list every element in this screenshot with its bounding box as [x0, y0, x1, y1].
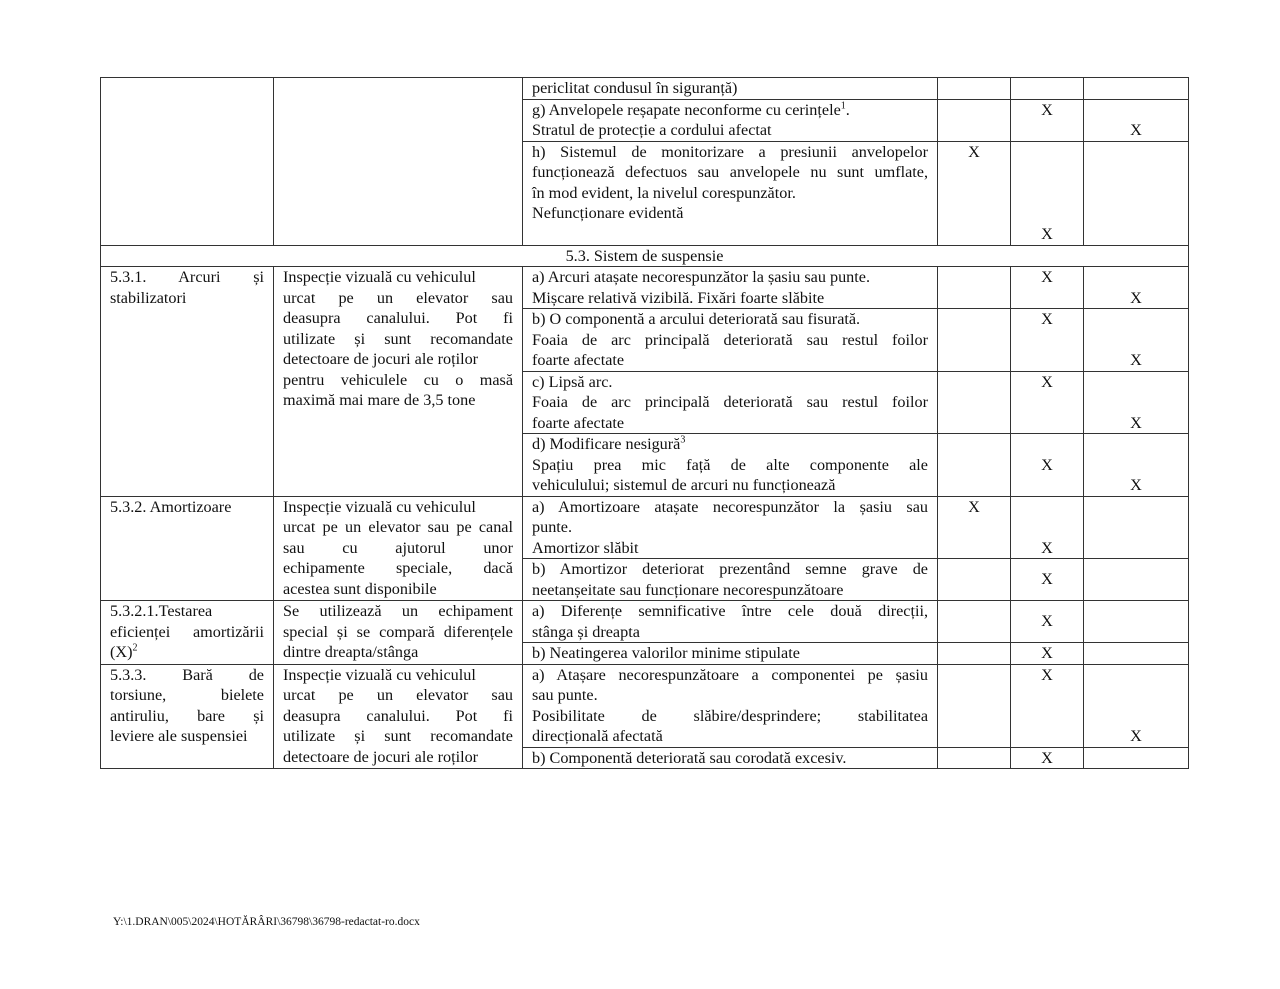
- method-cell: Inspecție vizuală cu vehiculul urcat pe un elevator sau pe canal sau cu ajutorul unor echipamente speciale, dacă acestea sunt disponibile: [274, 496, 523, 601]
- section-heading: 5.3. Sistem de suspensie: [101, 245, 1189, 267]
- major-defect-mark: X: [1011, 267, 1084, 309]
- defect-description: periclitat condusul în siguranță): [523, 78, 938, 100]
- dangerous-defect-mark: X: [1084, 371, 1189, 434]
- table-row: [101, 664, 1189, 747]
- major-defect-mark: X: [1011, 643, 1084, 665]
- table-row: [101, 496, 1189, 559]
- major-defect-mark: X: [1011, 664, 1084, 747]
- defect-description: b) Neatingerea valorilor minime stipulate: [523, 643, 938, 665]
- major-defect-mark: X: [1011, 601, 1084, 643]
- item-cell: 5.3.3. Bară de torsiune, bielete antiruliu, bare și leviere ale suspensiei: [101, 664, 274, 769]
- defect-description: a) Atașare necorespunzătoare a componentei pe șasiu sau punte. Posibilitate de slăbire/desprindere; stabilitatea direcțională afectată: [523, 664, 938, 747]
- defect-description: b) Amortizor deteriorat prezentând semne grave de neetanșeitate sau funcționare necorespunzătoare: [523, 559, 938, 601]
- dangerous-defect-mark: X: [1084, 664, 1189, 747]
- defect-description: b) O componentă a arcului deteriorată sau fisurată. Foaia de arc principală deteriorată sau restul foilor foarte afectate: [523, 309, 938, 372]
- inspection-table: [100, 77, 1189, 769]
- dangerous-defect-mark: X: [1084, 267, 1189, 309]
- major-defect-mark: X: [1011, 141, 1084, 245]
- document-file-path: Y:\1.DRAN\005\2024\HOTĂRÂRI\36798\36798-redactat-ro.docx: [113, 916, 420, 928]
- defect-description: a) Amortizoare atașate necorespunzător la șasiu sau punte. Amortizor slăbit: [523, 496, 938, 559]
- minor-defect-mark: [938, 99, 1011, 141]
- defect-description: b) Componentă deteriorată sau corodată excesiv.: [523, 747, 938, 769]
- method-cell: Se utilizează un echipament special și se compară diferențele dintre dreapta/stânga: [274, 601, 523, 665]
- dangerous-defect-mark: X: [1084, 309, 1189, 372]
- major-defect-mark: X: [1011, 496, 1084, 559]
- major-defect-mark: X: [1011, 747, 1084, 769]
- major-defect-mark: X: [1011, 559, 1084, 601]
- defect-description: a) Diferențe semnificative între cele două direcții, stânga și dreapta: [523, 601, 938, 643]
- item-cell: 5.3.2. Amortizoare: [101, 496, 274, 601]
- method-cell: Inspecție vizuală cu vehiculul urcat pe un elevator sau deasupra canalului. Pot fi utilizate și sunt recomandate detectoare de jocuri ale roților pentru vehiculele cu o masă maximă mai mare de 3,5 tone: [274, 267, 523, 497]
- table-row: [101, 245, 1189, 267]
- table-row: [101, 267, 1189, 309]
- dangerous-defect-mark: X: [1084, 99, 1189, 141]
- table-row: [101, 601, 1189, 643]
- item-cell: 5.3.2.1.Testarea eficienței amortizării $(X)^2$: [101, 601, 274, 665]
- major-defect-mark: X: [1011, 309, 1084, 372]
- defect-description: a) Arcuri atașate necorespunzător la șasiu sau punte. Mișcare relativă vizibilă. Fixări foarte slăbite: [523, 267, 938, 309]
- table-row: [101, 78, 1189, 100]
- defect-description: c) Lipsă arc. Foaia de arc principală deteriorată sau restul foilor foarte afectate: [523, 371, 938, 434]
- defect-description: h) Sistemul de monitorizare a presiunii anvelopelor funcționează defectuos sau anvelopele nu sunt umflate, în mod evident, la nivelul corespunzător. Nefuncționare evidentă: [523, 141, 938, 245]
- minor-defect-mark: X: [938, 496, 1011, 559]
- major-defect-mark: X: [1011, 99, 1084, 141]
- defect-description: g) Anvelopele reșapate neconforme cu cerințele$^1$. Stratul de protecție a cordului afectat: [523, 99, 938, 141]
- minor-defect-mark: X: [938, 141, 1011, 245]
- method-cell: Inspecție vizuală cu vehiculul urcat pe un elevator sau deasupra canalului. Pot fi utilizate și sunt recomandate detectoare de jocuri ale roților: [274, 664, 523, 769]
- major-defect-mark: X: [1011, 371, 1084, 434]
- item-cell-empty: [101, 78, 274, 246]
- dangerous-defect-mark: X: [1084, 434, 1189, 497]
- method-cell-empty: [274, 78, 523, 246]
- major-defect-mark: X: [1011, 434, 1084, 497]
- item-cell: 5.3.1. Arcuri și stabilizatori: [101, 267, 274, 497]
- defect-description: d) Modificare nesigură$^3$ Spațiu prea mic față de alte componente ale vehiculului; sistemul de arcuri nu funcționează: [523, 434, 938, 497]
